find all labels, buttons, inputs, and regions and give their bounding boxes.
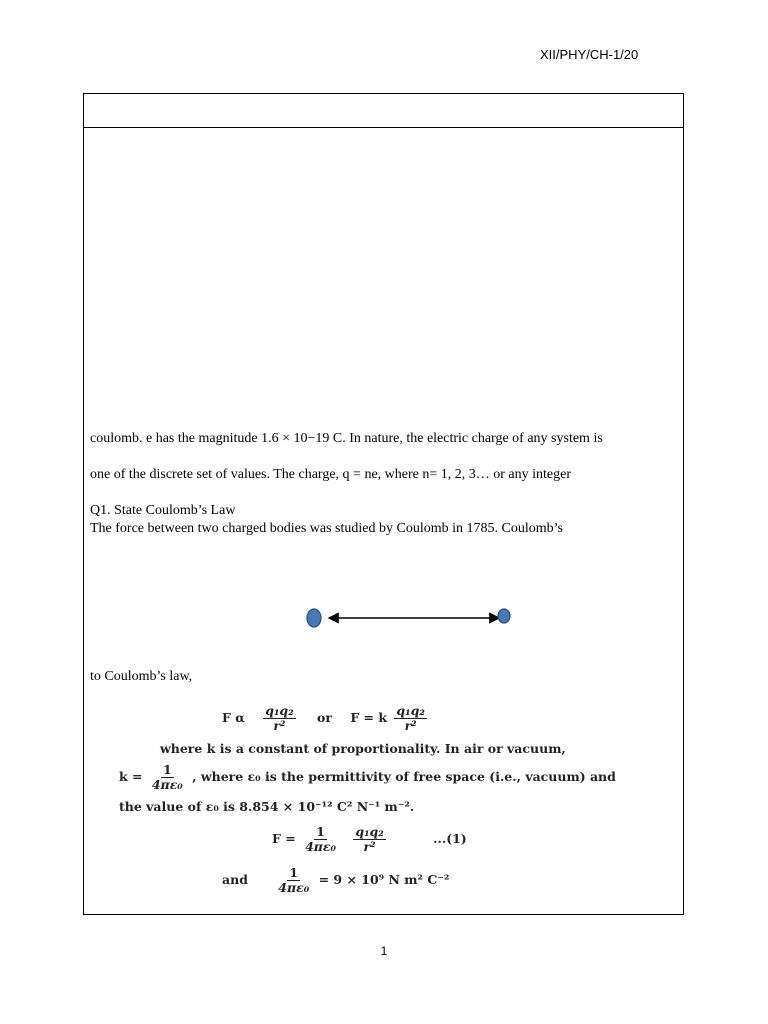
body-line-3: The force between two charged bodies was studied by Coulomb in 1785. Coulomb’s: [90, 521, 563, 536]
question-heading: Q1. State Coulomb’s Law: [90, 503, 236, 518]
or-text: or: [317, 710, 332, 725]
fraction-one-over-4pieps-2: $\frac{1}{\text{4πε₀}}$: [305, 824, 336, 854]
formula-coulomb-equation: F = $\frac{1}{\text{4πε₀}}$ $\frac{\text{q₁q₂}}{\text{r²}}$ ...(1): [272, 824, 467, 854]
formula-where-k: where k is a constant of proportionality. In air or vacuum,: [160, 741, 566, 756]
formula-coulomb-proportional: [222, 704, 430, 733]
frame-divider: [84, 127, 683, 128]
equation-label: ...(1): [433, 831, 467, 846]
fraction-q1q2-r2-k: $\frac{\text{q₁q₂}}{\text{r²}}$: [396, 703, 425, 733]
fraction-one-over-4pieps-3: $\frac{1}{\text{4πε₀}}$: [278, 865, 310, 895]
body-line-2: one of the discrete set of values. The charge, q = ne, where n= 1, 2, 3… or any integer: [90, 467, 572, 482]
charges-diagram: [300, 602, 520, 634]
formula-k-definition: k = $\frac{1}{\text{4πε₀}}$ , where ε₀ is the permittivity of free space (i.e., vacuum) and: [119, 762, 616, 792]
body-line-1: coulomb. e has the magnitude 1.6 × 10−19 C. In nature, the electric charge of any system is: [90, 431, 603, 446]
charge-2-icon: [498, 609, 510, 623]
page-number: 1: [380, 944, 388, 958]
fraction-q1q2-r2-2: $\frac{\text{q₁q₂}}{\text{r²}}$: [355, 824, 384, 854]
fraction-q1q2-r2: $\frac{\text{q₁q₂}}{\text{r²}}$: [265, 703, 294, 733]
charge-1-icon: [307, 609, 321, 627]
document-code: XII/PHY/CH-1/20: [540, 47, 639, 62]
f-alpha: F α: [222, 710, 245, 725]
fraction-one-over-4pieps: $\frac{1}{\text{4πε₀}}$: [151, 762, 183, 792]
f-eq-k: F = k: [350, 710, 388, 725]
formula-epsilon-value: the value of ε₀ is 8.854 × 10⁻¹² C² N⁻¹ m⁻².: [119, 799, 415, 814]
body-line-4: to Coulomb’s law,: [90, 669, 193, 684]
formula-k-value: and $\frac{1}{\text{4πε₀}}$ = 9 × 10⁹ N m² C⁻²: [222, 865, 450, 895]
